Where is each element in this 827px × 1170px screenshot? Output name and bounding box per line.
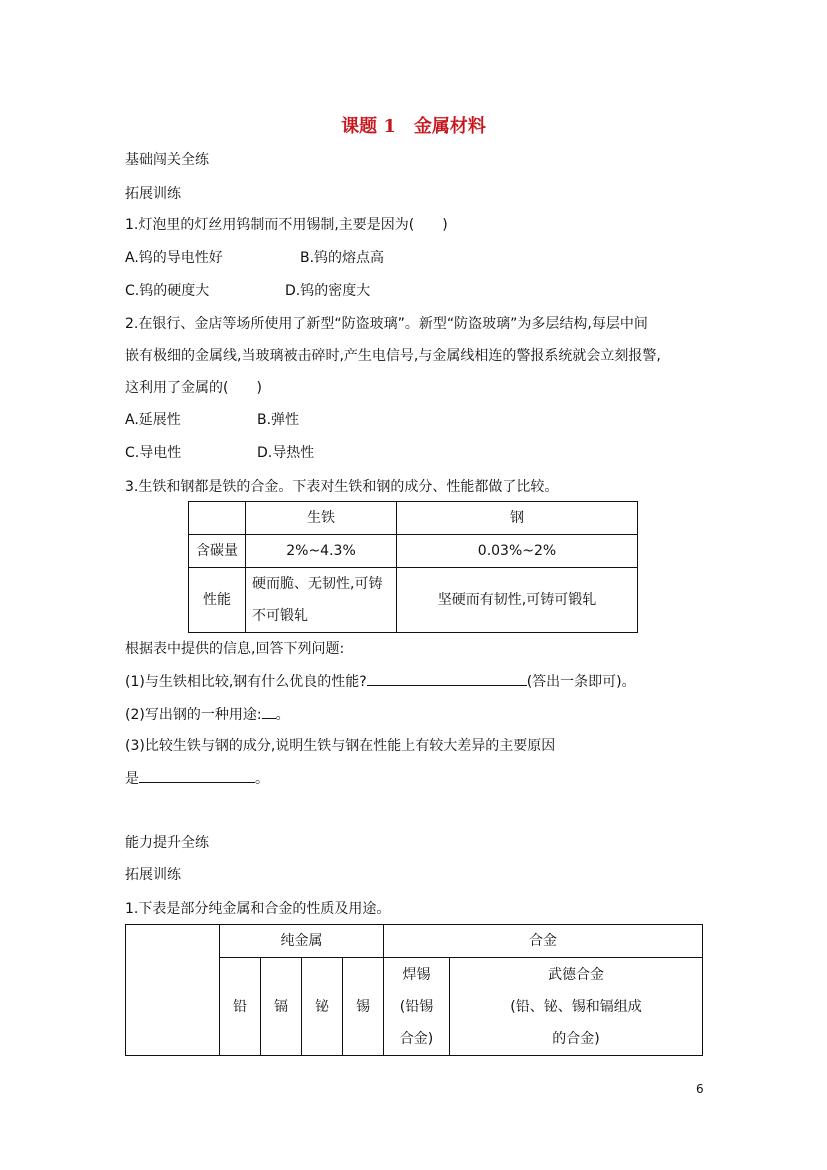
table-cell-property-steel: 坚硬而有韧性,可铸可锻轧 bbox=[397, 568, 638, 633]
table-alloy-solder bbox=[384, 958, 450, 1056]
table-cell-carbon-iron: 2%~4.3% bbox=[246, 535, 397, 568]
table-header-iron: 生铁 bbox=[246, 502, 397, 535]
q3-sub1 bbox=[125, 671, 636, 692]
table-group-pure-metal: 纯金属 bbox=[220, 925, 384, 958]
table-metal-tin: 锡 bbox=[343, 958, 384, 1056]
property-iron-line1: 硬而脆、无韧性,可铸 bbox=[252, 576, 383, 592]
table-cell-carbon-label: 含碳量 bbox=[189, 535, 246, 568]
q1-option-d: D.钨的密度大 bbox=[285, 283, 371, 299]
page-title: 课题 1 金属材料 bbox=[341, 116, 486, 137]
q3-sub2-blank bbox=[262, 704, 276, 719]
q3-comparison-table bbox=[188, 501, 638, 633]
q3-sub1-text: (1)与生铁相比较,钢有什么优良的性能? bbox=[125, 674, 367, 690]
q3-sub2-text: (2)写出钢的一种用途: bbox=[125, 707, 262, 723]
q3-intro: 根据表中提供的信息,回答下列问题: bbox=[125, 641, 345, 657]
table-header-steel: 钢 bbox=[397, 502, 638, 535]
page-number: 6 bbox=[696, 1082, 704, 1096]
solder-line1: 焊锡 bbox=[402, 966, 431, 983]
table-corner-empty bbox=[126, 925, 220, 1056]
q1-option-b: B.钨的熔点高 bbox=[300, 250, 385, 266]
q2-stem-line1: 2.在银行、金店等场所使用了新型“防盗玻璃”。新型“防盗玻璃”为多层结构,每层中间 bbox=[125, 316, 648, 332]
wood-line2: (铅、铋、锡和镉组成 bbox=[510, 998, 642, 1015]
q2-option-c: C.导电性 bbox=[125, 445, 182, 461]
table-metal-lead: 铅 bbox=[220, 958, 261, 1056]
table-group-alloy: 合金 bbox=[384, 925, 703, 958]
section-sub-training-2: 拓展训练 bbox=[125, 867, 181, 883]
table-alloy-wood bbox=[450, 958, 703, 1056]
q3-sub2 bbox=[125, 704, 290, 725]
table-cell-property-iron bbox=[246, 568, 397, 633]
solder-line3: 合金) bbox=[399, 1030, 434, 1047]
solder-line2: (铅锡 bbox=[399, 998, 434, 1015]
wood-line3: 的合金) bbox=[552, 1030, 600, 1047]
q4-stem: 1.下表是部分纯金属和合金的性质及用途。 bbox=[125, 901, 391, 917]
q2-option-b: B.弹性 bbox=[257, 412, 300, 428]
q2-option-d: D.导热性 bbox=[257, 445, 315, 461]
q3-sub1-blank bbox=[367, 671, 527, 686]
q2-stem-line3: 这利用了金属的( ) bbox=[125, 380, 262, 396]
property-iron-line2: 不可锻轧 bbox=[252, 608, 308, 624]
q3-sub3-blank bbox=[139, 768, 255, 783]
q3-sub3-line2 bbox=[125, 768, 269, 789]
table-metal-bismuth: 铋 bbox=[302, 958, 343, 1056]
q1-option-c: C.钨的硬度大 bbox=[125, 283, 210, 299]
q3-stem: 3.生铁和钢都是铁的合金。下表对生铁和钢的成分、性能都做了比较。 bbox=[125, 479, 559, 495]
q4-properties-table bbox=[125, 924, 703, 1056]
q2-option-a: A.延展性 bbox=[125, 412, 181, 428]
q3-sub1-suffix: (答出一条即可)。 bbox=[526, 674, 636, 690]
section-heading-advanced: 能力提升全练 bbox=[125, 835, 209, 851]
table-header-empty bbox=[189, 502, 246, 535]
q3-sub3-suffix: 。 bbox=[255, 771, 269, 787]
q1-stem: 1.灯泡里的灯丝用钨制而不用锡制,主要是因为( ) bbox=[125, 217, 448, 233]
q3-sub2-suffix: 。 bbox=[275, 707, 290, 723]
section-heading-basic: 基础闯关全练 bbox=[125, 152, 209, 168]
table-cell-carbon-steel: 0.03%~2% bbox=[397, 535, 638, 568]
q2-stem-line2: 嵌有极细的金属线,当玻璃被击碎时,产生电信号,与金属线相连的警报系统就会立刻报警, bbox=[125, 348, 661, 364]
table-metal-cadmium: 镉 bbox=[261, 958, 302, 1056]
table-cell-property-label: 性能 bbox=[189, 568, 246, 633]
section-sub-training: 拓展训练 bbox=[125, 186, 181, 202]
q3-sub3-line1: (3)比较生铁与钢的成分,说明生铁与钢在性能上有较大差异的主要原因 bbox=[125, 738, 556, 754]
q1-option-a: A.钨的导电性好 bbox=[125, 250, 223, 266]
q3-sub3-text: 是 bbox=[125, 771, 139, 787]
wood-line1: 武德合金 bbox=[548, 966, 604, 983]
